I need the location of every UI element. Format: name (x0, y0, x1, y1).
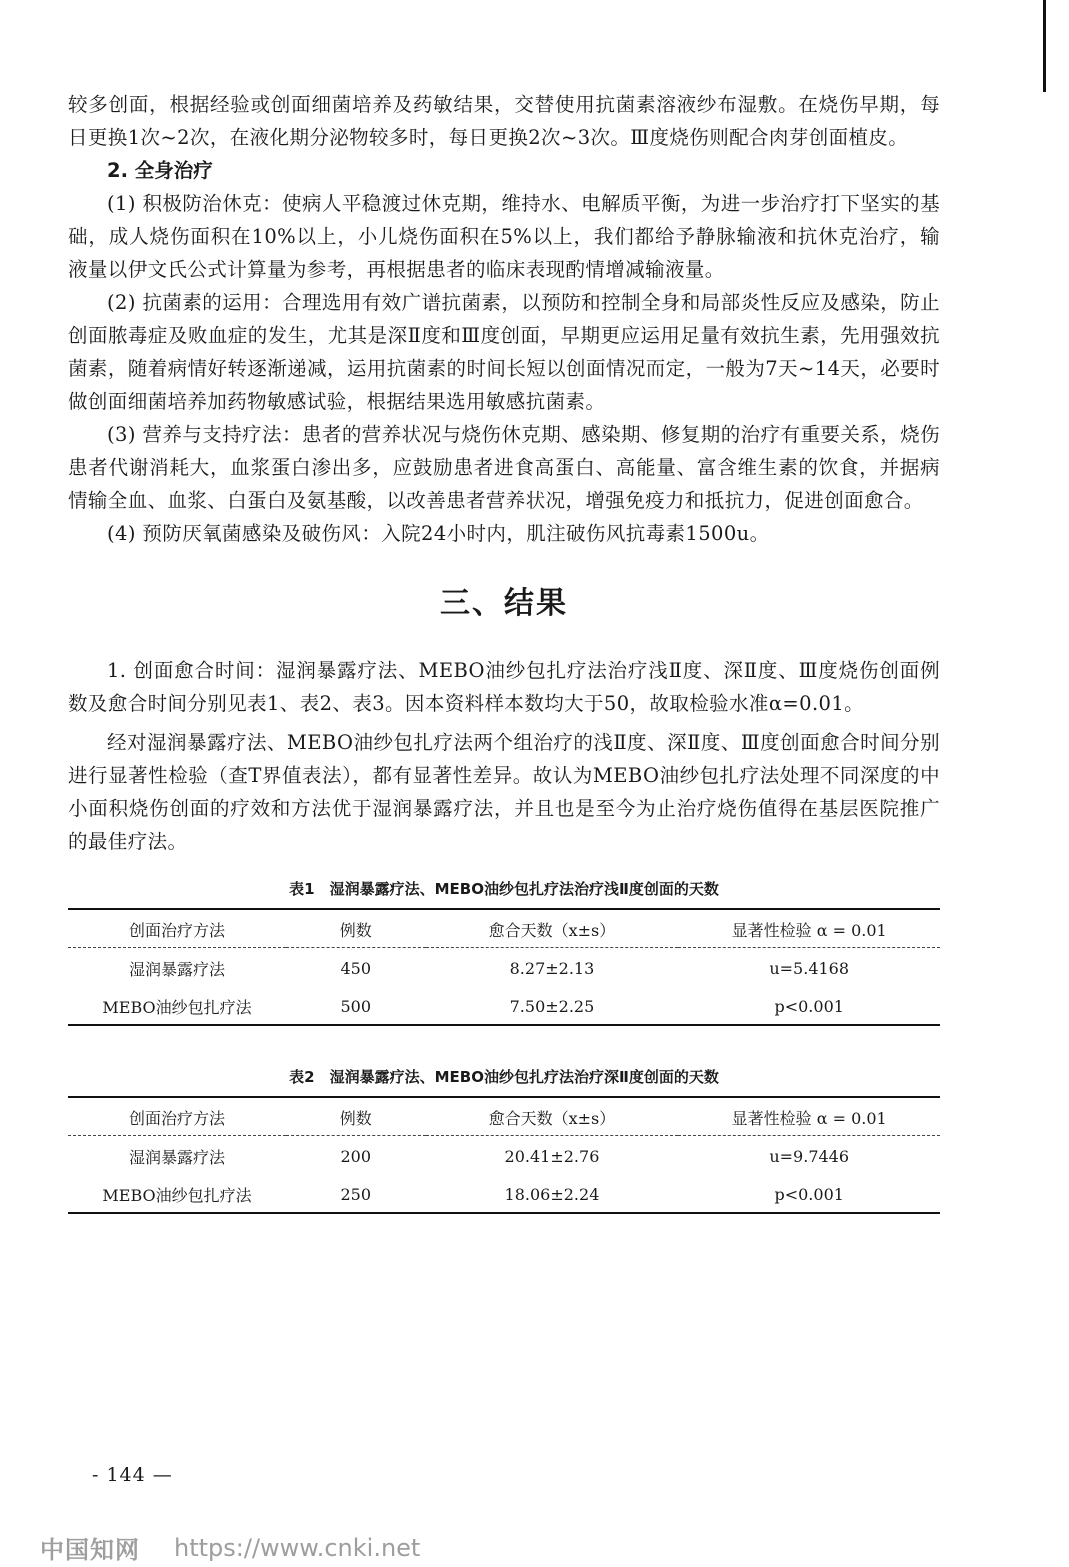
table2-header: 例数 (286, 1097, 426, 1136)
table-cell: 7.50±2.25 (509, 997, 595, 1016)
page-edge-bar (1043, 0, 1046, 92)
page-content (68, 88, 940, 1214)
section-title-results: 三、结果 (440, 586, 568, 621)
table2-header-row (68, 1097, 940, 1136)
table2-header: 显著性检验 α = 0.01 (678, 1097, 940, 1136)
treatment-item-2: (2) 抗菌素的运用：合理选用有效广谱抗菌素，以预防和控制全身和局部炎性反应及感染，防止创面脓毒症及败血症的发生，尤其是深Ⅱ度和Ⅲ度创面，早期更应运用足量有效抗生素，先用强效抗菌素，随着病情好转逐渐递减，运用抗菌素的时间长短以创面情况而定，一般为7天~14天，必要时做创面细菌培养加药物敏感试验，根据结果选用敏感抗菌素。 (68, 291, 940, 413)
table-row (68, 948, 940, 987)
table-cell: 8.27±2.13 (509, 959, 595, 978)
table-row (68, 1136, 940, 1175)
table-cell: 200 (340, 1147, 372, 1166)
table1-header-row (68, 909, 940, 948)
table-cell: u=9.7446 (769, 1147, 850, 1166)
table-cell: 500 (340, 997, 372, 1016)
table1-caption: 表1 湿润暴露疗法、MEBO油纱包扎疗法治疗浅Ⅱ度创面的天数 (289, 880, 719, 898)
table-row (68, 1174, 940, 1213)
results-paragraph-2: 经对湿润暴露疗法、MEBO油纱包扎疗法两个组治疗的浅Ⅱ度、深Ⅱ度、Ⅲ度创面愈合时间分别进行显著性检验（查T界值表法），都有显著性差异。故认为MEBO油纱包扎疗法处理不同深度的中小面积烧伤创面的疗效和方法优于湿润暴露疗法，并且也是至今为止治疗烧伤值得在基层医院推广的最佳疗法。 (68, 731, 940, 853)
table-row (68, 986, 940, 1025)
table2-caption: 表2 湿润暴露疗法、MEBO油纱包扎疗法治疗深Ⅱ度创面的天数 (289, 1068, 719, 1086)
table-cell: p<0.001 (774, 997, 844, 1016)
watermark (40, 1530, 420, 1565)
table-cell: MEBO油纱包扎疗法 (102, 1186, 252, 1205)
paragraph-continuation: 较多创面，根据经验或创面细菌培养及药敏结果，交替使用抗菌素溶液纱布湿敷。在烧伤早期，每日更换1次~2次，在液化期分泌物较多时，每日更换2次~3次。Ⅲ度烧伤则配合肉芽创面植皮。 (68, 93, 940, 149)
treatment-item-1: (1) 积极防治休克：使病人平稳渡过休克期，维持水、电解质平衡，为进一步治疗打下坚实的基础，成人烧伤面积在10%以上，小儿烧伤面积在5%以上，我们都给予静脉输液和抗休克治疗，输液量以伊文氏公式计算量为参考，再根据患者的临床表现酌情增减输液量。 (68, 192, 940, 281)
treatment-item-4: (4) 预防厌氧菌感染及破伤风：入院24小时内，肌注破伤风抗毒素1500u。 (107, 522, 770, 545)
table1-header: 创面治疗方法 (68, 909, 286, 948)
table1 (68, 908, 940, 1026)
page-number: - 144 — (92, 1464, 173, 1486)
table-cell: MEBO油纱包扎疗法 (102, 998, 252, 1017)
table2 (68, 1096, 940, 1214)
table2-header: 创面治疗方法 (68, 1097, 286, 1136)
table-cell: 250 (340, 1185, 372, 1204)
cnki-logo: 中国知网 (40, 1536, 140, 1564)
table1-header: 愈合天数（x±s） (426, 909, 679, 948)
table1-header: 例数 (286, 909, 426, 948)
table-cell: 450 (340, 959, 372, 978)
results-paragraph-1: 1. 创面愈合时间：湿润暴露疗法、MEBO油纱包扎疗法治疗浅Ⅱ度、深Ⅱ度、Ⅲ度烧伤创面例数及愈合时间分别见表1、表2、表3。因本资料样本数均大于50，故取检验水准α=0.01。 (68, 659, 940, 715)
cnki-url[interactable]: https://www.cnki.net (174, 1533, 421, 1562)
table-cell: 湿润暴露疗法 (128, 960, 225, 979)
table-cell: 18.06±2.24 (504, 1185, 600, 1204)
treatment-item-3: (3) 营养与支持疗法：患者的营养状况与烧伤休克期、感染期、修复期的治疗有重要关系，烧伤患者代谢消耗大，血浆蛋白渗出多，应鼓励患者进食高蛋白、高能量、富含维生素的饮食，并据病情输全血、血浆、白蛋白及氨基酸，以改善患者营养状况，增强免疫力和抵抗力，促进创面愈合。 (68, 423, 940, 512)
table-cell: u=5.4168 (769, 959, 850, 978)
table-cell: p<0.001 (774, 1185, 844, 1204)
table-cell: 湿润暴露疗法 (128, 1148, 225, 1167)
subheading-systemic-treatment: 2. 全身治疗 (107, 159, 213, 182)
table2-header: 愈合天数（x±s） (426, 1097, 679, 1136)
table-cell: 20.41±2.76 (504, 1147, 600, 1166)
table1-header: 显著性检验 α = 0.01 (678, 909, 940, 948)
